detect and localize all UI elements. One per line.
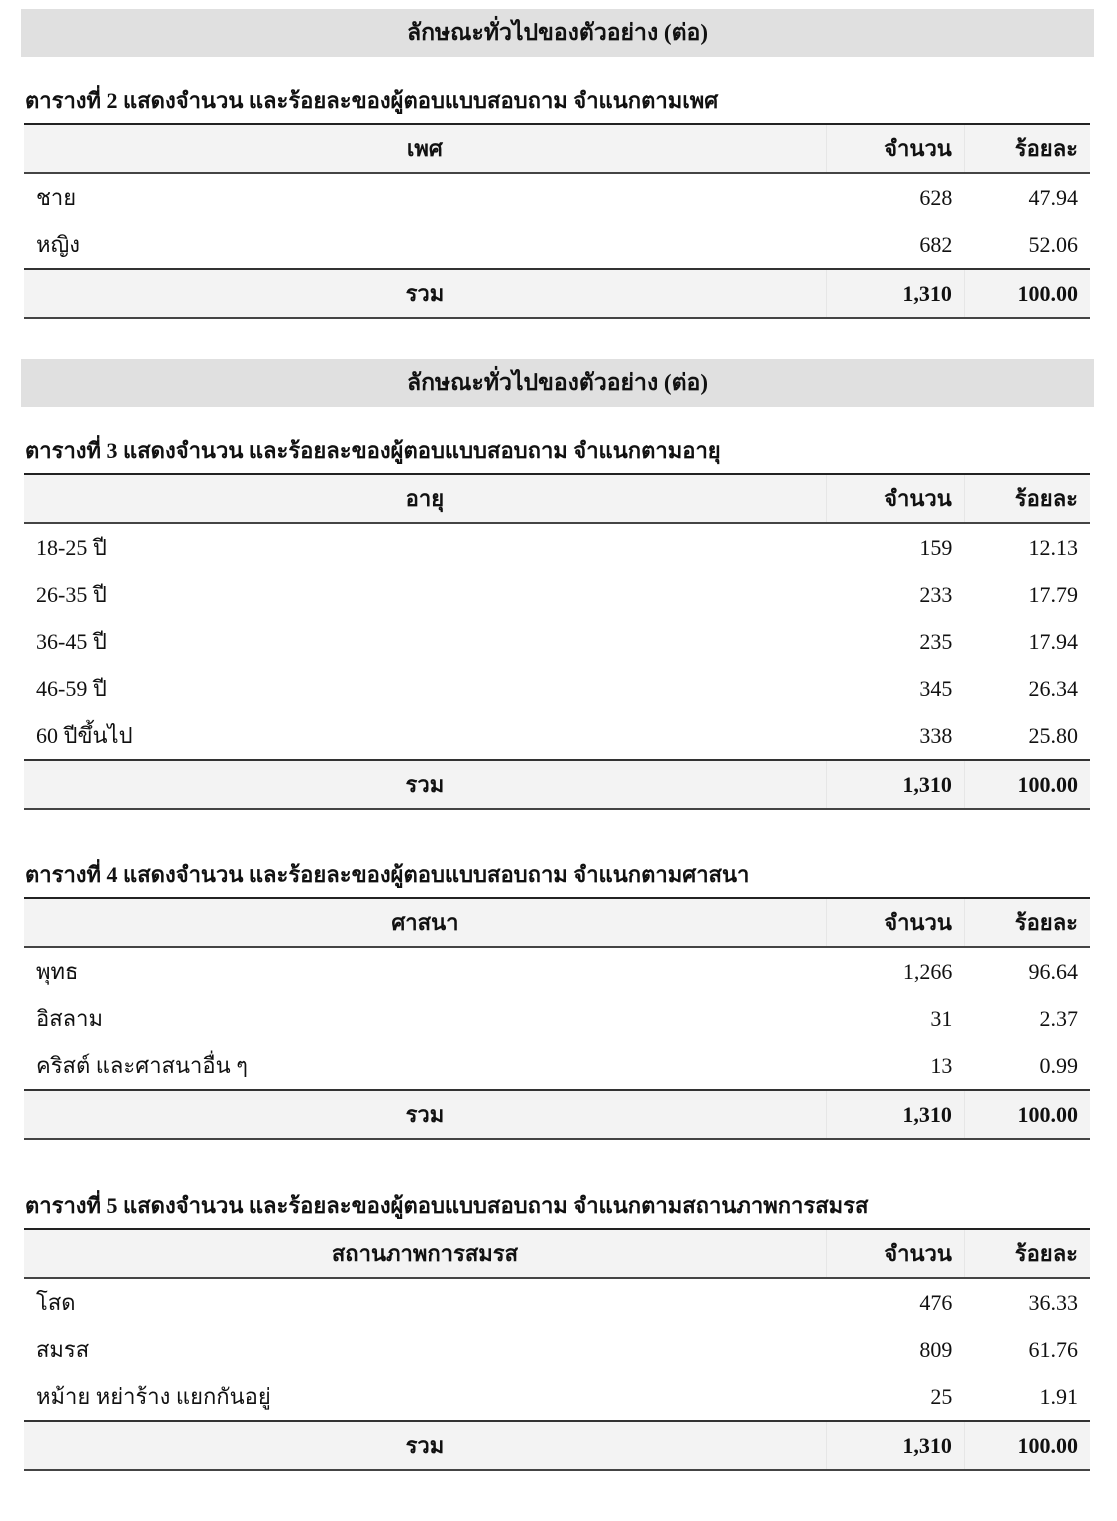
row-percent: 17.94 <box>1028 628 1078 654</box>
row-percent: 0.99 <box>1039 1052 1078 1078</box>
table-row <box>24 523 1090 571</box>
row-label: 36-45 ปี <box>36 629 107 654</box>
column-header-percent: ร้อยละ <box>964 1229 1090 1278</box>
column-header-count: จำนวน <box>826 124 964 173</box>
row-percent: 52.06 <box>1028 231 1078 257</box>
total-percent: 100.00 <box>964 760 1090 809</box>
table-row <box>24 173 1090 221</box>
column-header-label: เพศ <box>24 124 826 173</box>
table-row <box>24 1326 1090 1373</box>
table-gender <box>24 123 1090 319</box>
column-header-percent: ร้อยละ <box>964 474 1090 523</box>
total-label: รวม <box>24 1421 826 1470</box>
row-percent: 61.76 <box>1028 1336 1078 1362</box>
row-percent: 96.64 <box>1028 958 1078 984</box>
row-percent: 36.33 <box>1028 1289 1078 1315</box>
column-header-label: สถานภาพการสมรส <box>24 1229 826 1278</box>
section-banner: ลักษณะทั่วไปของตัวอย่าง (ต่อ) <box>21 9 1094 57</box>
table-row <box>24 947 1090 995</box>
table-caption-religion: ตารางที่ 4 แสดงจำนวน และร้อยละของผู้ตอบแบบสอบถาม จำแนกตามศาสนา <box>25 862 750 887</box>
row-label: หญิง <box>36 232 80 257</box>
table-header-row <box>24 124 1090 173</box>
table-caption-gender: ตารางที่ 2 แสดงจำนวน และร้อยละของผู้ตอบแบบสอบถาม จำแนกตามเพศ <box>25 88 719 113</box>
row-label: 26-35 ปี <box>36 582 107 607</box>
table-age <box>24 473 1090 810</box>
row-count: 235 <box>919 628 953 654</box>
total-label: รวม <box>24 760 826 809</box>
table-row <box>24 995 1090 1042</box>
table-religion <box>24 897 1090 1140</box>
row-percent: 47.94 <box>1028 184 1078 210</box>
total-row <box>24 1090 1090 1139</box>
total-label: รวม <box>24 1090 826 1139</box>
row-count: 233 <box>919 581 953 607</box>
row-percent: 12.13 <box>1028 534 1078 560</box>
row-label: โสด <box>36 1290 76 1315</box>
column-header-count: จำนวน <box>826 1229 964 1278</box>
table-row <box>24 571 1090 618</box>
row-count: 338 <box>919 722 953 748</box>
total-row <box>24 760 1090 809</box>
row-count: 476 <box>919 1289 953 1315</box>
total-count: 1,310 <box>826 1421 964 1470</box>
column-header-percent: ร้อยละ <box>964 898 1090 947</box>
row-label: หม้าย หย่าร้าง แยกกันอยู่ <box>36 1384 271 1409</box>
row-percent: 1.91 <box>1039 1383 1078 1409</box>
total-percent: 100.00 <box>964 1090 1090 1139</box>
column-header-label: อายุ <box>24 474 826 523</box>
row-percent: 17.79 <box>1028 581 1078 607</box>
row-count: 809 <box>919 1336 953 1362</box>
table-row <box>24 712 1090 760</box>
total-row <box>24 1421 1090 1470</box>
table-caption-marital-status: ตารางที่ 5 แสดงจำนวน และร้อยละของผู้ตอบแบบสอบถาม จำแนกตามสถานภาพการสมรส <box>25 1193 869 1218</box>
row-count: 159 <box>919 534 953 560</box>
row-count: 345 <box>919 675 953 701</box>
total-percent: 100.00 <box>964 1421 1090 1470</box>
row-label: 60 ปีขึ้นไป <box>36 723 133 748</box>
table-row <box>24 618 1090 665</box>
table-caption-age: ตารางที่ 3 แสดงจำนวน และร้อยละของผู้ตอบแบบสอบถาม จำแนกตามอายุ <box>25 438 721 463</box>
table-row <box>24 1373 1090 1421</box>
table-header-row <box>24 1229 1090 1278</box>
section-banner: ลักษณะทั่วไปของตัวอย่าง (ต่อ) <box>21 359 1094 407</box>
table-marital-status <box>24 1228 1090 1471</box>
row-label: คริสต์ และศาสนาอื่น ๆ <box>36 1053 248 1078</box>
row-count: 1,266 <box>902 958 953 984</box>
total-count: 1,310 <box>826 269 964 318</box>
table-row <box>24 1278 1090 1326</box>
total-count: 1,310 <box>826 760 964 809</box>
row-label: 46-59 ปี <box>36 676 107 701</box>
table-header-row <box>24 898 1090 947</box>
row-percent: 2.37 <box>1039 1005 1078 1031</box>
column-header-count: จำนวน <box>826 898 964 947</box>
row-label: อิสลาม <box>36 1006 103 1031</box>
row-count: 682 <box>919 231 953 257</box>
row-label: พุทธ <box>36 959 79 984</box>
row-label: สมรส <box>36 1337 90 1362</box>
total-percent: 100.00 <box>964 269 1090 318</box>
row-label: ชาย <box>36 185 77 210</box>
row-count: 25 <box>930 1383 953 1409</box>
column-header-count: จำนวน <box>826 474 964 523</box>
row-label: 18-25 ปี <box>36 535 107 560</box>
row-count: 13 <box>930 1052 953 1078</box>
total-row <box>24 269 1090 318</box>
row-count: 628 <box>919 184 953 210</box>
column-header-label: ศาสนา <box>24 898 826 947</box>
row-count: 31 <box>930 1005 953 1031</box>
total-count: 1,310 <box>826 1090 964 1139</box>
table-header-row <box>24 474 1090 523</box>
row-percent: 26.34 <box>1028 675 1078 701</box>
table-row <box>24 665 1090 712</box>
row-percent: 25.80 <box>1028 722 1078 748</box>
table-row <box>24 1042 1090 1090</box>
total-label: รวม <box>24 269 826 318</box>
column-header-percent: ร้อยละ <box>964 124 1090 173</box>
table-row <box>24 221 1090 269</box>
